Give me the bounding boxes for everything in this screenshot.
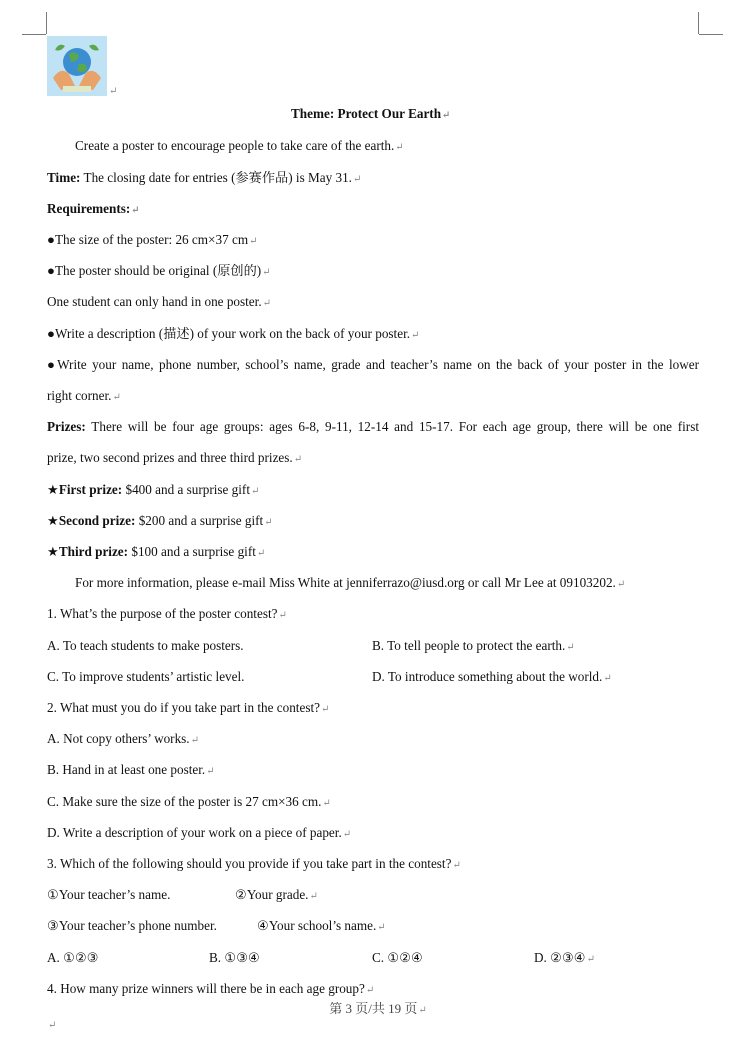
crop-mark-top-right-h <box>699 34 723 35</box>
crop-mark-top-left-v <box>46 12 47 34</box>
q1-option-d: D. To introduce something about the world.↵ <box>372 669 612 684</box>
q3-option-a: A. ①②③ <box>47 950 99 965</box>
prizes-paragraph: Prizes: There will be four age groups: ages 6-8, 9-11, 12-14 and 15-17. For each age group, there will be one first <box>47 419 699 434</box>
question-1: 1. What’s the purpose of the poster contest?↵ <box>47 606 287 621</box>
q2-option-a: A. Not copy others’ works.↵ <box>47 731 199 746</box>
paragraph-mark: ↵ <box>109 86 118 97</box>
q1-option-b: B. To tell people to protect the earth.↵ <box>372 638 575 653</box>
prize-item-second: ★Second prize: $200 and a surprise gift↵ <box>47 513 273 528</box>
q3-item-2: ②Your grade.↵ <box>235 887 318 902</box>
q2-option-d: D. Write a description of your work on a piece of paper.↵ <box>47 825 352 840</box>
q2-option-c: C. Make sure the size of the poster is 27 cm×36 cm.↵ <box>47 794 331 809</box>
crop-mark-top-left-h <box>22 34 46 35</box>
trailing-paragraph-mark: ↵ <box>48 1020 57 1031</box>
q3-item-3: ③Your teacher’s phone number. <box>47 918 217 933</box>
prize-item-third: ★Third prize: $100 and a surprise gift↵ <box>47 544 266 559</box>
time-line: Time: The closing date for entries (参赛作品) is May 31.↵ <box>47 170 362 185</box>
requirement-item: ●Write your name, phone number, school’s name, grade and teacher’s name on the back of your poster in the lower <box>47 357 699 372</box>
contact-paragraph: For more information, please e-mail Miss White at jenniferrazo@iusd.org or call Mr Lee at 09103202.↵ <box>75 575 626 590</box>
requirement-item: ●Write a description (描述) of your work on the back of your poster.↵ <box>47 326 420 341</box>
q3-option-b: B. ①③④ <box>209 950 260 965</box>
intro-paragraph: Create a poster to encourage people to take care of the earth.↵ <box>75 138 404 153</box>
requirement-item: One student can only hand in one poster.↵ <box>47 294 272 309</box>
question-4: 4. How many prize winners will there be in each age group?↵ <box>47 981 375 996</box>
requirement-item: ●The poster should be original (原创的)↵ <box>47 263 271 278</box>
q3-item-1: ①Your teacher’s name. <box>47 887 171 902</box>
page-footer: 第 3 页/共 19 页↵ <box>329 1001 427 1016</box>
page-title: Theme: Protect Our Earth↵ <box>291 106 451 121</box>
star-icon: ★ <box>47 544 59 559</box>
q3-option-d: D. ②③④↵ <box>534 950 595 965</box>
question-2: 2. What must you do if you take part in the contest?↵ <box>47 700 330 715</box>
question-3: 3. Which of the following should you provide if you take part in the contest?↵ <box>47 856 461 871</box>
requirement-item-continued: right corner.↵ <box>47 388 121 403</box>
q1-option-a: A. To teach students to make posters. <box>47 638 244 653</box>
crop-mark-top-right-v <box>698 12 699 34</box>
earth-logo-image <box>47 36 107 96</box>
earth-hands-icon <box>47 36 107 96</box>
star-icon: ★ <box>47 482 59 497</box>
q3-option-c: C. ①②④ <box>372 950 423 965</box>
requirement-item: ●The size of the poster: 26 cm×37 cm↵ <box>47 232 258 247</box>
q3-item-4: ④Your school’s name.↵ <box>257 918 386 933</box>
requirements-heading: Requirements:↵ <box>47 201 140 216</box>
q1-option-c: C. To improve students’ artistic level. <box>47 669 245 684</box>
prizes-paragraph-continued: prize, two second prizes and three third prizes.↵ <box>47 450 303 465</box>
q2-option-b: B. Hand in at least one poster.↵ <box>47 762 215 777</box>
star-icon: ★ <box>47 513 59 528</box>
prize-item-first: ★First prize: $400 and a surprise gift↵ <box>47 482 260 497</box>
